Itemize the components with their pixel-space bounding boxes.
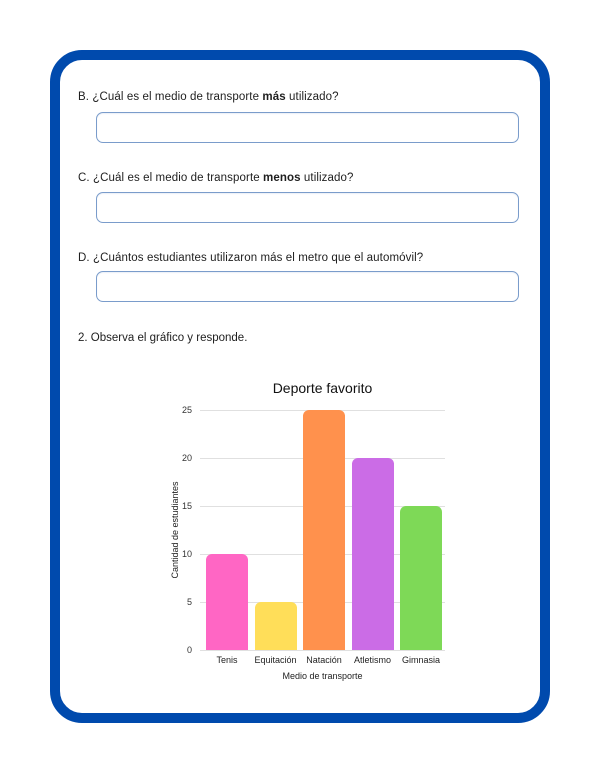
x-tick-label-tenis: Tenis — [216, 655, 238, 665]
bar-gimnasia — [400, 506, 442, 650]
question-b-suffix: utilizado? — [285, 91, 339, 103]
chart-title: Deporte favorito — [272, 380, 373, 396]
answer-input-d[interactable] — [96, 271, 519, 302]
bar-natación — [303, 410, 345, 650]
question-d-prefix: D. ¿Cuántos estudiantes utilizaron más el metro que el automóvil? — [78, 252, 424, 264]
question-c-label — [78, 171, 528, 185]
section-2-instruction: 2. Observa el gráfico y responde. — [78, 332, 248, 344]
chart-x-axis-title: Medio de transporte — [282, 671, 363, 681]
y-tick-label-0: 0 — [186, 644, 192, 655]
chart-plot — [181, 404, 445, 665]
y-tick-label-20: 20 — [181, 452, 192, 463]
question-c-bold: menos — [263, 172, 301, 184]
answer-input-c[interactable] — [96, 192, 519, 223]
chart-y-axis-title: Cantidad de estudiantes — [170, 481, 180, 579]
y-tick-label-10: 10 — [181, 548, 192, 559]
x-tick-label-natación: Natación — [306, 655, 342, 665]
x-tick-label-atletismo: Atletismo — [353, 655, 392, 665]
question-d-label — [78, 251, 528, 265]
bar-tenis — [206, 554, 248, 650]
y-tick-label-5: 5 — [186, 596, 192, 607]
x-tick-label-gimnasia: Gimnasia — [401, 655, 441, 665]
question-b-label — [78, 90, 528, 104]
question-b-prefix: B. ¿Cuál es el medio de transporte — [78, 91, 263, 103]
bar-equitación — [255, 602, 297, 650]
answer-input-b[interactable] — [96, 112, 519, 143]
question-c-prefix: C. ¿Cuál es el medio de transporte — [78, 172, 264, 184]
question-b-bold: más — [262, 91, 286, 103]
bar-atletismo — [352, 458, 394, 650]
y-tick-label-15: 15 — [181, 500, 192, 511]
y-tick-label-25: 25 — [181, 404, 192, 415]
x-tick-label-equitación: Equitación — [254, 655, 297, 665]
question-c-suffix: utilizado? — [300, 172, 354, 184]
